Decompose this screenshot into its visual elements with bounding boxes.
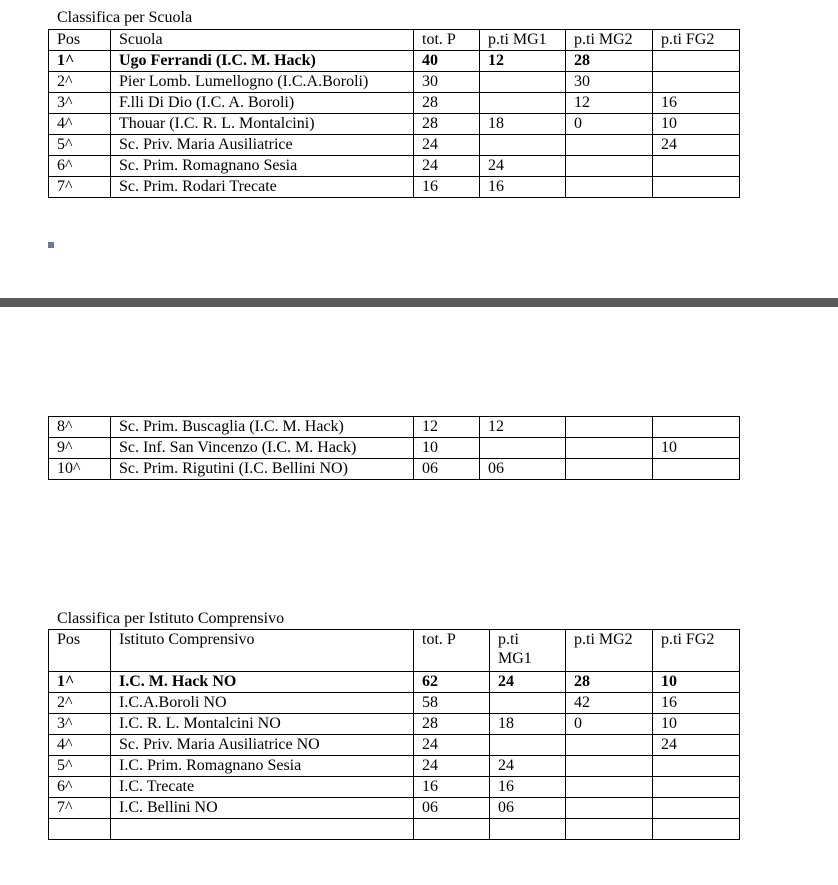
table-row [49, 714, 740, 735]
table-cell [653, 777, 740, 798]
table-row [49, 114, 740, 135]
table-cell: Sc. Inf. San Vincenzo (I.C. M. Hack) [111, 438, 414, 459]
table-cell [653, 51, 740, 72]
table-cell [566, 135, 653, 156]
table1-caption: Classifica per Scuola [57, 9, 193, 26]
institute-ranking-table [48, 629, 740, 840]
table-cell: 18 [480, 114, 566, 135]
header-cell: Istituto Comprensivo [111, 630, 414, 672]
table-row [49, 693, 740, 714]
table-row [49, 72, 740, 93]
table-cell [566, 438, 653, 459]
table-cell [566, 156, 653, 177]
table-cell: 12 [480, 51, 566, 72]
table-cell: 24 [414, 756, 490, 777]
table-cell: Sc. Prim. Romagnano Sesia [111, 156, 414, 177]
table-cell: 4^ [49, 735, 111, 756]
table-row [49, 438, 740, 459]
table-cell: I.C.A.Boroli NO [111, 693, 414, 714]
table-cell [111, 819, 414, 840]
table-cell [653, 819, 740, 840]
table-cell: 16 [653, 693, 740, 714]
table-row [49, 798, 740, 819]
table-cell: 24 [480, 156, 566, 177]
table-cell: 24 [490, 672, 566, 693]
table-cell: Sc. Prim. Rodari Trecate [111, 177, 414, 198]
school-ranking-table-continued [48, 416, 740, 480]
table-row [49, 459, 740, 480]
table-row [49, 777, 740, 798]
table-cell: 10 [653, 672, 740, 693]
table-cell: 0 [566, 114, 653, 135]
table-cell: 12 [480, 417, 566, 438]
table-cell: 30 [566, 72, 653, 93]
header-cell: p.ti MG1 [480, 30, 566, 51]
table-row [49, 735, 740, 756]
table-cell: 10 [653, 714, 740, 735]
table-cell: 6^ [49, 777, 111, 798]
table-header-row [49, 30, 740, 51]
page-separator [0, 298, 838, 307]
table-cell: 2^ [49, 693, 111, 714]
table-cell [490, 819, 566, 840]
table-cell: I.C. R. L. Montalcini NO [111, 714, 414, 735]
header-cell: p.ti MG2 [566, 630, 653, 672]
table-cell: 06 [414, 798, 490, 819]
table-row [49, 51, 740, 72]
table-cell: I.C. Trecate [111, 777, 414, 798]
table-cell: 16 [480, 177, 566, 198]
table-cell: 24 [653, 135, 740, 156]
table-row [49, 417, 740, 438]
table-cell: 1^ [49, 51, 111, 72]
table-cell: 24 [490, 756, 566, 777]
header-cell: Scuola [111, 30, 414, 51]
table-cell: 9^ [49, 438, 111, 459]
table-cell [653, 177, 740, 198]
table-cell [480, 93, 566, 114]
table-cell: 8^ [49, 417, 111, 438]
table-cell: 18 [490, 714, 566, 735]
table-cell [566, 417, 653, 438]
table-cell: I.C. Bellini NO [111, 798, 414, 819]
table-cell: I.C. Prim. Romagnano Sesia [111, 756, 414, 777]
table-cell [480, 438, 566, 459]
header-cell: p.ti FG2 [653, 30, 740, 51]
table-cell: 30 [414, 72, 480, 93]
table-cell [566, 177, 653, 198]
table-cell [490, 735, 566, 756]
table-cell [653, 156, 740, 177]
table-cell: 58 [414, 693, 490, 714]
table-cell: 6^ [49, 156, 111, 177]
table-cell: 28 [414, 114, 480, 135]
table-cell [480, 72, 566, 93]
table-cell: 10 [653, 114, 740, 135]
table-cell: 28 [566, 672, 653, 693]
table-cell: 06 [490, 798, 566, 819]
table-cell: F.lli Di Dio (I.C. A. Boroli) [111, 93, 414, 114]
table2-caption: Classifica per Istituto Comprensivo [57, 610, 285, 627]
table-cell: 16 [414, 177, 480, 198]
table-cell: 10 [414, 438, 480, 459]
table-cell: 16 [414, 777, 490, 798]
table-cell: 5^ [49, 135, 111, 156]
table-cell: 06 [480, 459, 566, 480]
header-cell: tot. P [414, 630, 490, 672]
table-cell: 42 [566, 693, 653, 714]
table-cell: 12 [414, 417, 480, 438]
table-row [49, 177, 740, 198]
table-cell [566, 459, 653, 480]
table-cell: Pier Lomb. Lumellogno (I.C.A.Boroli) [111, 72, 414, 93]
list-bullet-marker [48, 242, 54, 248]
table-cell: 24 [414, 135, 480, 156]
table-cell [653, 756, 740, 777]
table-row [49, 672, 740, 693]
table-cell: Sc. Priv. Maria Ausiliatrice [111, 135, 414, 156]
header-cell: p.ti MG2 [566, 30, 653, 51]
table-cell [653, 72, 740, 93]
table-cell: 12 [566, 93, 653, 114]
table-cell: 4^ [49, 114, 111, 135]
table-cell [566, 756, 653, 777]
table-cell: 28 [414, 93, 480, 114]
header-cell: p.ti FG2 [653, 630, 740, 672]
table-cell [480, 135, 566, 156]
table-cell: I.C. M. Hack NO [111, 672, 414, 693]
table-cell: 0 [566, 714, 653, 735]
table-cell: 16 [490, 777, 566, 798]
table-cell: 10 [653, 438, 740, 459]
header-cell: Pos [49, 30, 111, 51]
table-cell: 5^ [49, 756, 111, 777]
table-cell [653, 417, 740, 438]
table-cell [490, 693, 566, 714]
table-cell [49, 819, 111, 840]
table-cell: Sc. Prim. Rigutini (I.C. Bellini NO) [111, 459, 414, 480]
table-cell [566, 819, 653, 840]
table-cell [653, 798, 740, 819]
table-row [49, 156, 740, 177]
header-cell: tot. P [414, 30, 480, 51]
table-cell: 3^ [49, 714, 111, 735]
table-cell: 28 [566, 51, 653, 72]
table-cell: 24 [414, 735, 490, 756]
table-cell [566, 735, 653, 756]
table-cell: 3^ [49, 93, 111, 114]
table-cell: Ugo Ferrandi (I.C. M. Hack) [111, 51, 414, 72]
table-cell: Thouar (I.C. R. L. Montalcini) [111, 114, 414, 135]
table-cell: 7^ [49, 798, 111, 819]
table-cell: 10^ [49, 459, 111, 480]
table-cell [566, 798, 653, 819]
table-cell: 7^ [49, 177, 111, 198]
table-cell [566, 777, 653, 798]
table-cell: 24 [653, 735, 740, 756]
table-cell: 06 [414, 459, 480, 480]
table-cell: 24 [414, 156, 480, 177]
table-cell: 2^ [49, 72, 111, 93]
table-cell: Sc. Priv. Maria Ausiliatrice NO [111, 735, 414, 756]
table-cell [414, 819, 490, 840]
table-row [49, 756, 740, 777]
table-row-empty [49, 819, 740, 840]
table-header-row [49, 630, 740, 672]
table-cell: Sc. Prim. Buscaglia (I.C. M. Hack) [111, 417, 414, 438]
table-row [49, 135, 740, 156]
table-cell: 40 [414, 51, 480, 72]
table-cell: 28 [414, 714, 490, 735]
header-cell: Pos [49, 630, 111, 672]
school-ranking-table [48, 29, 740, 198]
header-cell: p.ti MG1 [490, 630, 566, 672]
table-cell: 16 [653, 93, 740, 114]
table-cell [653, 459, 740, 480]
table-cell: 62 [414, 672, 490, 693]
table-row [49, 93, 740, 114]
table-cell: 1^ [49, 672, 111, 693]
